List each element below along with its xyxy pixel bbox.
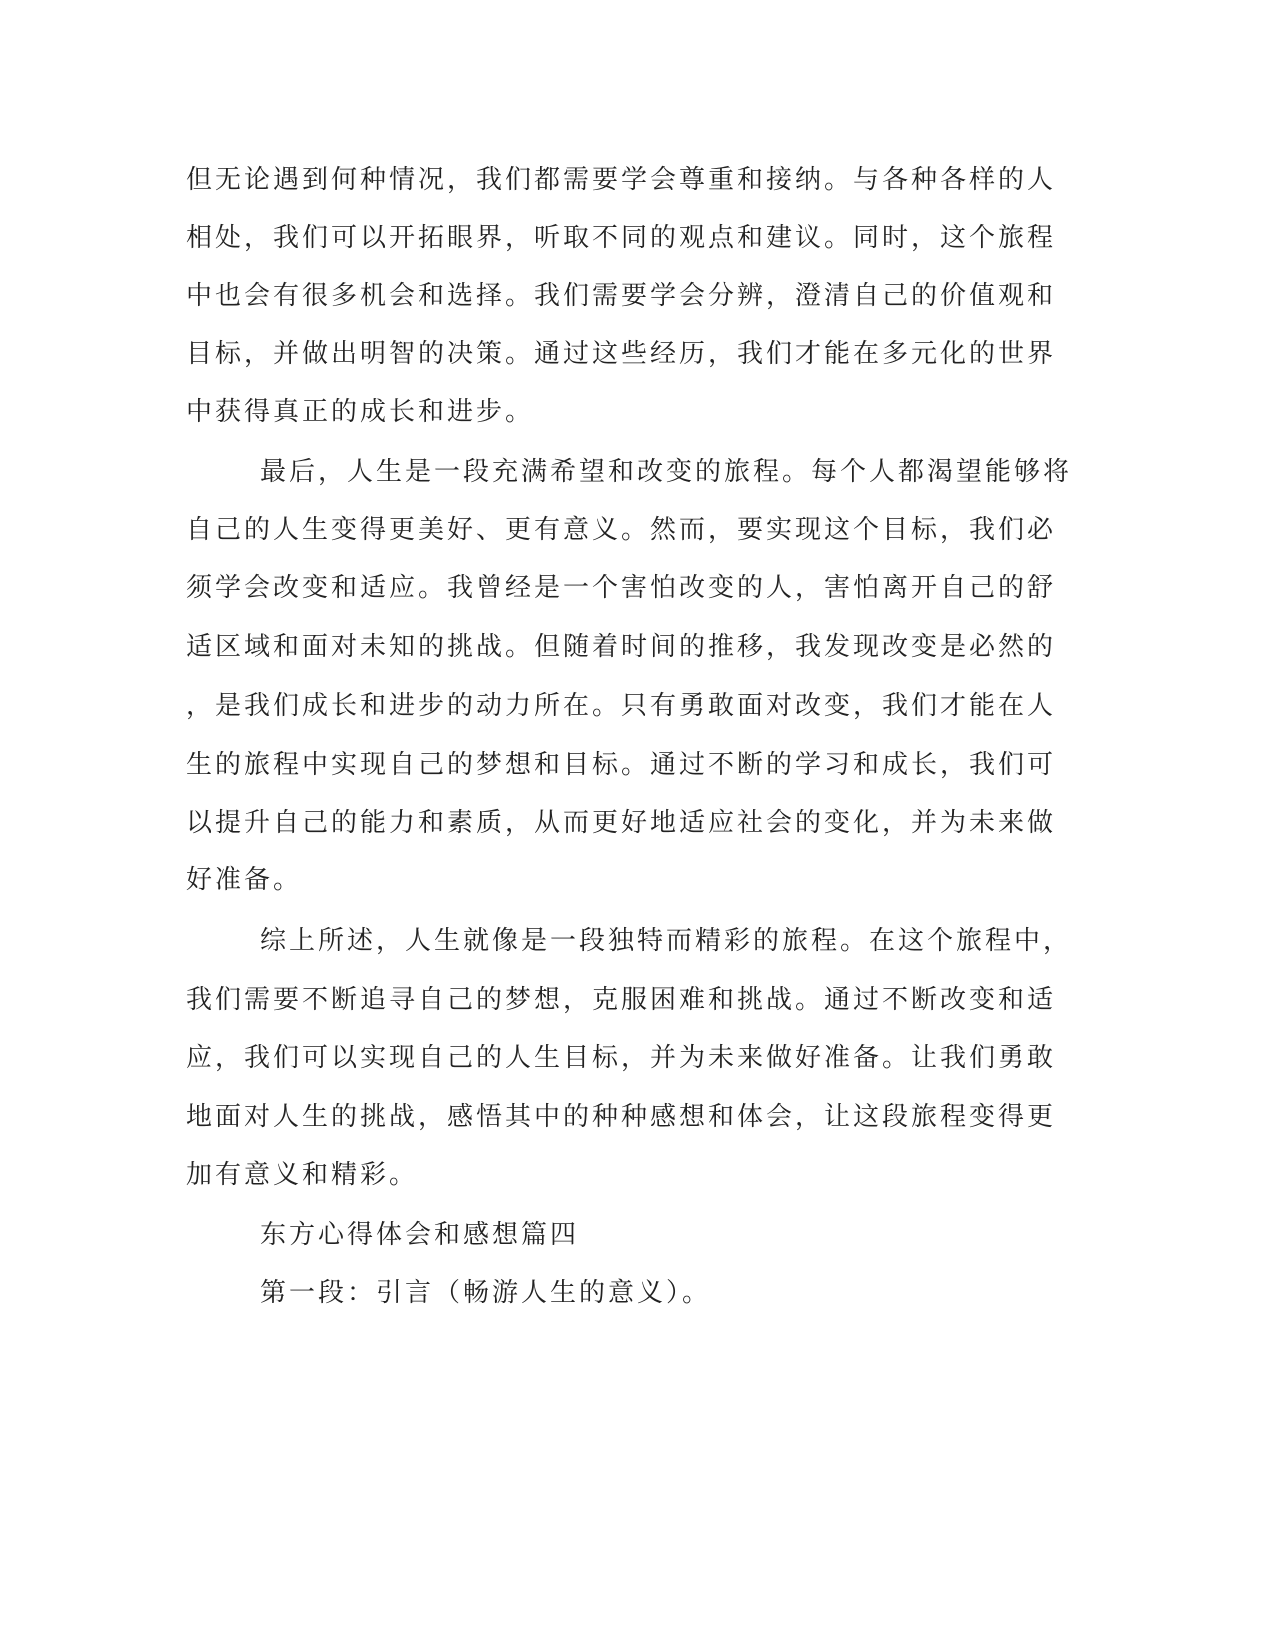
text-line: 中获得真正的成长和进步。 bbox=[186, 397, 535, 427]
text-line: 自己的人生变得更美好、更有意义。然而，要实现这个目标，我们必 bbox=[186, 515, 1057, 545]
text-line: 最后，人生是一段充满希望和改变的旅程。每个人都渴望能够将 bbox=[260, 457, 1073, 487]
text-line: 目标，并做出明智的决策。通过这些经历，我们才能在多元化的世界 bbox=[186, 339, 1057, 369]
text-line: 地面对人生的挑战，感悟其中的种种感想和体会，让这段旅程变得更 bbox=[186, 1102, 1057, 1132]
text-line: ，是我们成长和进步的动力所在。只有勇敢面对改变，我们才能在人 bbox=[186, 691, 1057, 721]
text-line: 应，我们可以实现自己的人生目标，并为未来做好准备。让我们勇敢 bbox=[186, 1043, 1057, 1073]
text-line: 但无论遇到何种情况，我们都需要学会尊重和接纳。与各种各样的人 bbox=[186, 165, 1057, 195]
text-line: 生的旅程中实现自己的梦想和目标。通过不断的学习和成长，我们可 bbox=[186, 750, 1057, 780]
text-line: 适区域和面对未知的挑战。但随着时间的推移，我发现改变是必然的 bbox=[186, 632, 1057, 662]
text-line: 我们需要不断追寻自己的梦想，克服困难和挑战。通过不断改变和适 bbox=[186, 985, 1057, 1015]
text-line: 须学会改变和适应。我曾经是一个害怕改变的人，害怕离开自己的舒 bbox=[186, 573, 1057, 603]
text-line: 好准备。 bbox=[186, 865, 303, 895]
text-line: 中也会有很多机会和选择。我们需要学会分辨，澄清自己的价值观和 bbox=[186, 281, 1057, 311]
subheading: 第一段：引言（畅游人生的意义）。 bbox=[260, 1278, 712, 1308]
text-line: 以提升自己的能力和素质，从而更好地适应社会的变化，并为未来做 bbox=[186, 808, 1057, 838]
section-heading: 东方心得体会和感想篇四 bbox=[260, 1220, 580, 1250]
text-line: 相处，我们可以开拓眼界，听取不同的观点和建议。同时，这个旅程 bbox=[186, 223, 1057, 253]
text-line: 加有意义和精彩。 bbox=[186, 1160, 419, 1190]
text-line: 综上所述，人生就像是一段独特而精彩的旅程。在这个旅程中， bbox=[260, 926, 1073, 956]
